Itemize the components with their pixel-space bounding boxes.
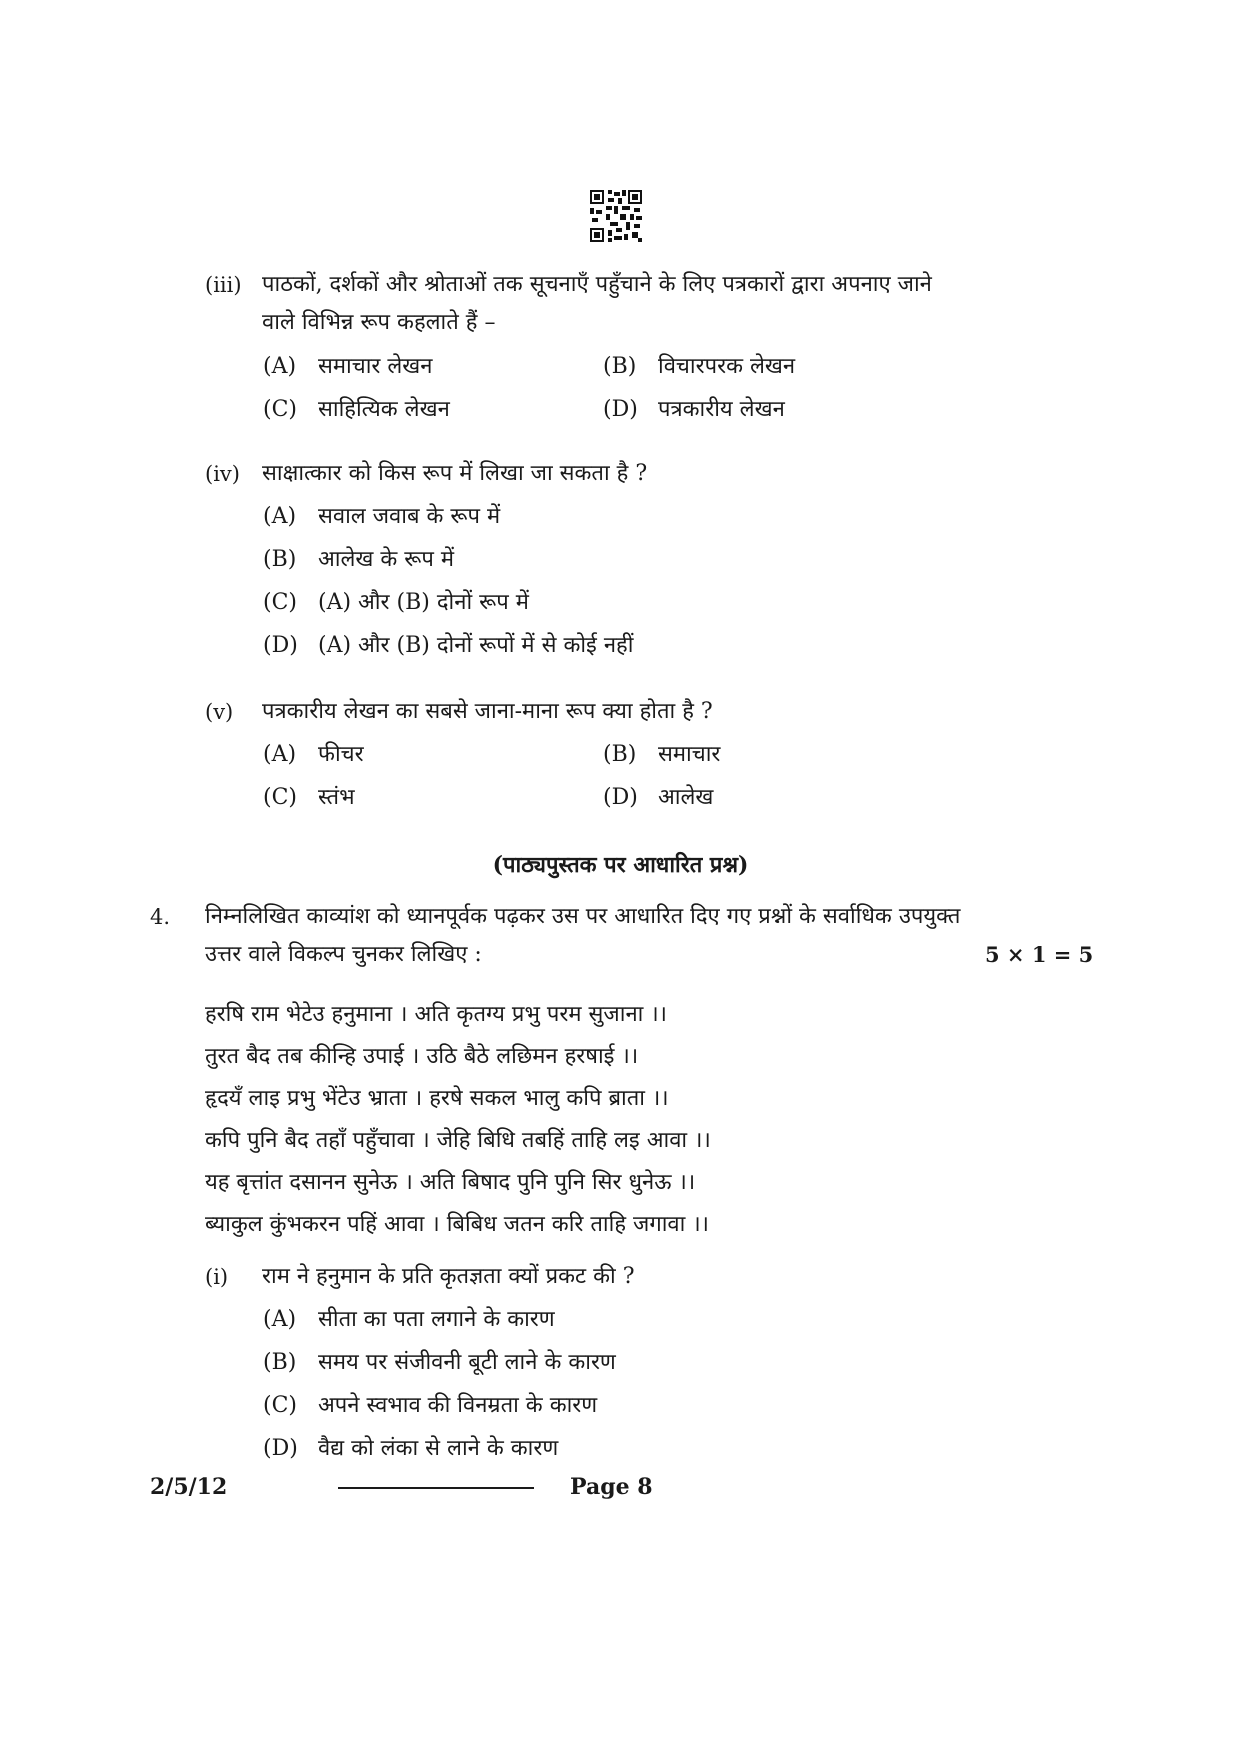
poem-line: यह बृत्तांत दसानन सुनेऊ । अति बिषाद पुनि पुनि सिर धुनेऊ ।।	[205, 1170, 696, 1195]
option-label: (A)	[263, 1307, 297, 1332]
option-text: साहित्यिक लेखन	[318, 397, 450, 422]
option-label: (D)	[603, 785, 638, 810]
marks-allocation: 5 × 1 = 5	[985, 942, 1094, 967]
option-label: (A)	[263, 504, 297, 529]
question-text: पाठकों, दर्शकों और श्रोताओं तक सूचनाएँ पहुँचाने के लिए पत्रकारों द्वारा अपनाए जाने	[262, 272, 932, 297]
poem-line: कपि पुनि बैद तहाँ पहुँचावा । जेहि बिधि तबहिं ताहि लइ आवा ।।	[205, 1128, 711, 1153]
question-text: वाले विभिन्न रूप कहलाते हैं –	[262, 310, 496, 335]
option-label: (A)	[263, 354, 297, 379]
poem-line: ब्याकुल कुंभकरन पहिं आवा । बिबिध जतन करि ताहि जगावा ।।	[205, 1212, 710, 1237]
option-text: वैद्य को लंका से लाने के कारण	[318, 1436, 559, 1461]
poem-line: हृदयँ लाइ प्रभु भेंटेउ भ्राता । हरषे सकल भालु कपि ब्राता ।।	[205, 1086, 669, 1111]
option-label: (C)	[263, 397, 297, 422]
question-text: निम्नलिखित काव्यांश को ध्यानपूर्वक पढ़कर उस पर आधारित दिए गए प्रश्नों के सर्वाधिक उपयुक्त	[205, 904, 961, 929]
option-text: फीचर	[318, 742, 364, 767]
option-text: विचारपरक लेखन	[658, 354, 796, 379]
option-text: समय पर संजीवनी बूटी लाने के कारण	[318, 1350, 616, 1375]
option-text: आलेख	[658, 785, 714, 810]
option-label: (B)	[263, 547, 297, 572]
question-number: (iii)	[205, 273, 242, 297]
option-label: (B)	[603, 742, 637, 767]
option-text: (A) और (B) दोनों रूपों में से कोई नहीं	[318, 633, 634, 658]
option-text: पत्रकारीय लेखन	[658, 397, 785, 422]
option-label: (B)	[603, 354, 637, 379]
option-text: सवाल जवाब के रूप में	[318, 504, 501, 529]
option-text: सीता का पता लगाने के कारण	[318, 1307, 555, 1332]
page-number: Page 8	[570, 1474, 653, 1500]
question-text: पत्रकारीय लेखन का सबसे जाना-माना रूप क्या होता है ?	[262, 699, 713, 724]
option-label: (C)	[263, 785, 297, 810]
question-text: राम ने हनुमान के प्रति कृतज्ञता क्यों प्रकट की ?	[262, 1264, 635, 1289]
option-text: स्तंभ	[318, 785, 355, 810]
question-number: (i)	[205, 1265, 229, 1289]
poem-line: तुरत बैद तब कीन्हि उपाई । उठि बैठे लछिमन हरषाई ।।	[205, 1044, 639, 1069]
option-label: (D)	[263, 633, 298, 658]
question-text: उत्तर वाले विकल्प चुनकर लिखिए :	[205, 942, 482, 967]
question-number: (v)	[205, 700, 234, 724]
footer-divider	[338, 1487, 534, 1489]
option-label: (A)	[263, 742, 297, 767]
option-text: (A) और (B) दोनों रूप में	[318, 590, 529, 615]
option-text: समाचार लेखन	[318, 354, 433, 379]
section-heading: (पाठ्यपुस्तक पर आधारित प्रश्न)	[492, 852, 749, 878]
question-number: (iv)	[205, 462, 240, 486]
option-text: आलेख के रूप में	[318, 547, 455, 572]
paper-code: 2/5/12	[150, 1474, 228, 1500]
option-label: (C)	[263, 1393, 297, 1418]
qr-code-icon	[590, 190, 642, 242]
option-label: (B)	[263, 1350, 297, 1375]
option-label: (D)	[603, 397, 638, 422]
poem-line: हरषि राम भेटेउ हनुमाना । अति कृतग्य प्रभु परम सुजाना ।।	[205, 1002, 668, 1027]
option-label: (C)	[263, 590, 297, 615]
question-text: साक्षात्कार को किस रूप में लिखा जा सकता है ?	[262, 461, 648, 486]
question-number: 4.	[150, 905, 171, 929]
option-text: समाचार	[658, 742, 721, 767]
option-label: (D)	[263, 1436, 298, 1461]
option-text: अपने स्वभाव की विनम्रता के कारण	[318, 1393, 598, 1418]
